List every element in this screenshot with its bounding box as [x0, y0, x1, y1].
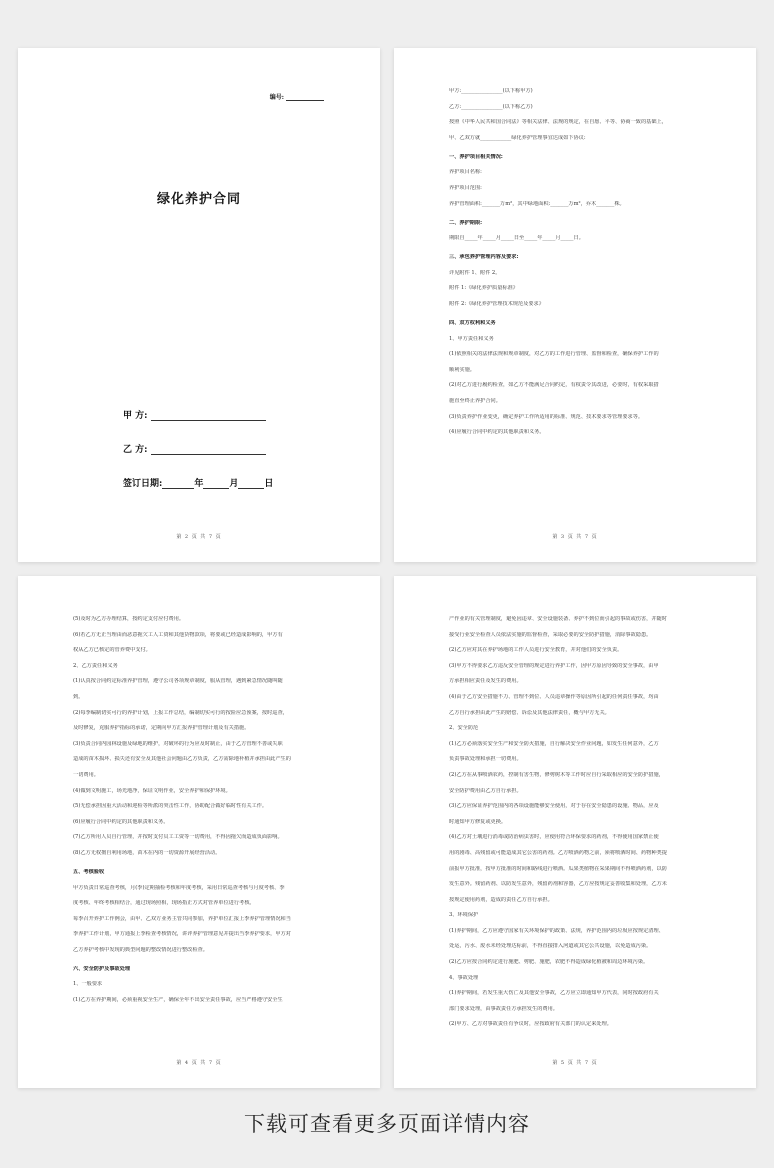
- paragraph-line: (3)乙方应保证养护范围内的各项设施能够安全使用，对于存在安全隐患的设施、物品，应及: [449, 803, 659, 810]
- paragraph-line: 处运，污水、废水未经处理达标前，不得直接排入河道或其它公共设施，以免造成污染。: [449, 943, 652, 950]
- paragraph-line: 乙方养护考核中发现的典型问题的整改情况进行整改检查。: [73, 946, 208, 953]
- paragraph-line: 甲方负责日常巡查考核，月(季)定期抽检考核和年度考核，采用日常巡查考核与月度考核、季: [73, 884, 285, 891]
- paragraph-line: (1)乙方在养护期间，必须重视安全生产，确保全年不出安全责任事故，应当严格遵守安全生: [73, 997, 283, 1004]
- contract-number-label: 编号:: [269, 94, 284, 101]
- paragraph-line: (2)对乙方进行履约检查，如乙方不能满足合同约定，有权责令其改进，必要时，有权采取措: [449, 382, 659, 389]
- party-a-blank: [151, 411, 266, 421]
- paragraph-line: 部门要求处理，由事故责任方承担发生的费用。: [449, 1005, 558, 1012]
- paragraph-line: 4、事故处理: [449, 974, 479, 981]
- paragraph-line: 1、甲方责任和义务: [449, 335, 494, 342]
- document-page-cover: [18, 48, 380, 562]
- day-label: 日: [264, 479, 274, 489]
- paragraph-line: (3)负责养护作业变更，确定养护工作所适用的标准、规范、技术要求等管理要求等。: [449, 413, 644, 420]
- paragraph-line: (4)由于乙方安全措施不力、管理不到位、人员违章操作等原因所引起的任何责任事故，均由: [449, 693, 659, 700]
- party-a-signature: [123, 408, 266, 421]
- document-page-4: [18, 576, 380, 1088]
- sign-date: [123, 476, 273, 489]
- sign-date-label: 签订日期:: [123, 479, 163, 489]
- paragraph-line: (4)做到文明施工，场光地净，保证文明作业，安全养护和保护环境。: [73, 787, 231, 794]
- page-title: 绿化养护合同: [156, 192, 241, 207]
- paragraph-line: (5)无偿承担因重大活动和迎检等所派的突击性工作，协助配合做好临时性有关工作。: [73, 803, 268, 810]
- party-b-label: 乙 方:: [123, 445, 148, 455]
- page-body: [73, 616, 325, 1013]
- paragraph-line: 附件 1:《绿化养护质量标准》: [449, 285, 518, 292]
- paragraph-line: 按照《中华人民共和国合同法》等相关法律、法规的规定，在自愿、平等、协商一致的基础上，: [449, 119, 667, 126]
- paragraph-line: 养护项目名称:: [449, 169, 482, 176]
- paragraph-line: 一切费用。: [73, 771, 99, 778]
- paragraph-line: 3、环境保护: [449, 912, 479, 919]
- party-a-label: 甲 方:: [123, 411, 148, 421]
- paragraph-line: (1)依照相关的法律法规和规章制度，对乙方的工作进行管理、监督和检查，确保养护工作的: [449, 351, 659, 358]
- paragraph-line: (1)养护期间，若发生重大伤亡及其他安全事故，乙方应立即通知甲方代表，同时按政府有关: [449, 990, 659, 997]
- year-label: 年: [194, 479, 204, 489]
- party-b-blank: [151, 445, 266, 455]
- section-heading: 四、双方权利和义务: [449, 319, 496, 326]
- page-footer: 第 5 页 共 7 页: [552, 1060, 598, 1066]
- paragraph-line: (2)乙方应对其在养护场地的工作人员进行安全教育，并对他们的安全负责。: [449, 647, 623, 654]
- section-heading: 二、养护期限:: [449, 219, 483, 226]
- paragraph-line: 乙方:________________(以下称乙方): [449, 103, 533, 110]
- paragraph-line: 期限自_____年_____月_____日至_____年_____月_____日。: [449, 235, 584, 242]
- paragraph-line: 附件 2:《绿化养护管理技术规范及要求》: [449, 300, 544, 307]
- download-caption: 下载可查看更多页面详情内容: [244, 1112, 530, 1136]
- party-b-signature: [123, 442, 266, 455]
- paragraph-line: 方承担相应责任及发生的费用。: [449, 678, 522, 685]
- paragraph-line: 造成的苗木损坏、损失还有安全及其他社会问题由乙方负责，乙方需除地补植并承担由此产生的: [73, 756, 291, 763]
- paragraph-line: (6)若乙方无正当理由而恶意拖欠工人工资和其他货物款项，将要或已经造成影响的，甲方有: [73, 631, 283, 638]
- paragraph-line: 乙方自行承担由此产生的赔偿、诉讼及其他法律责任，概与甲方无关。: [449, 709, 610, 716]
- paragraph-line: (2)甲方、乙方对事故责任有争议时，应按政府有关部门的认定来处理。: [449, 1021, 612, 1028]
- paragraph-line: 前报甲方批准，按甲方批准的时间和路线进行喷洒。瓜果类植物在采果期间不得喷洒药剂，以防: [449, 865, 667, 872]
- paragraph-line: 时通知甲方修复或更换。: [449, 818, 507, 825]
- paragraph-line: 2、安全防范: [449, 725, 479, 732]
- paragraph-line: 产作业的有关管理制度，避免因违章、安全设施装备、养护不到位而引起的事故或伤害，并随时: [449, 616, 667, 622]
- paragraph-line: (2)乙方在从事喷洒农药，控制有害生物，修剪树木等工作时应自行采取相应的安全防护措施，: [449, 771, 664, 778]
- page-footer: 第 3 页 共 7 页: [552, 534, 598, 540]
- paragraph-line: 2、乙方责任和义务: [73, 662, 118, 669]
- paragraph-line: 季养护工作计划，甲方通报上季检查考核情况，讲评养护管理意见并提出当季养护要求，甲方对: [73, 931, 291, 938]
- document-page-3: [394, 48, 756, 562]
- paragraph-line: (2)每季编制切实可行的养护计划，上报工作总结，编制切实可行的按险应急预案，按时巡查，: [73, 709, 288, 716]
- paragraph-line: (1)乙方必须落实安全生产和安全防火措施，自行解决安全作业问题，如发生任何意外，乙方: [449, 740, 659, 747]
- paragraph-line: 详见附件 1、附件 2。: [449, 269, 501, 276]
- section-heading: 三、承包养护管理内容及要求:: [449, 254, 519, 261]
- paragraph-line: 负责事故处理和承担一切费用。: [449, 756, 522, 763]
- paragraph-line: 发生意外。残留药剂、以防发生意外，残留药剂和容器，乙方应按规定妥善收集和处理，乙方未: [449, 881, 667, 888]
- paragraph-line: 及时修复，克服养护指标的承诺，定期向甲方汇报养护管理计划及有关措施。: [73, 725, 250, 732]
- paragraph-line: 养护管理面积:_______万m²，其中绿地面积:_______万m²，乔木_______株。: [449, 200, 625, 207]
- paragraph-line: 用的剧毒、高残留或可能造成其它公害的药剂。乙方喷洒药物之前，须将喷洒时间、药物种类提: [449, 849, 667, 856]
- contract-number: [270, 92, 324, 101]
- paragraph-line: (4)应履行合同中约定的其他职责和义务。: [449, 429, 545, 436]
- paragraph-line: 1、一般要求: [73, 981, 103, 988]
- page-body: [449, 88, 701, 445]
- paragraph-line: (7)乙方所用人员自行管理，并按时支付员工工资等一切费用，不得因拖欠而造成负面影响。: [73, 834, 283, 841]
- paragraph-line: (3)负责合同内园林设施及绿地的维护，对破坏的行为应及时制止，由于乙方管理不善或失职: [73, 740, 283, 747]
- paragraph-line: 顺利实施。: [449, 366, 475, 373]
- section-heading: 五、考核验收: [73, 868, 105, 875]
- paragraph-line: 到。: [73, 693, 84, 700]
- paragraph-line: 按规定使用药剂，造成的责任乙方自行承担。: [449, 896, 553, 903]
- paragraph-line: (8)乙方无权擅自利用场地，苗木在内的一切资源开展经营活动。: [73, 849, 221, 856]
- paragraph-line: 施直至终止养护合同。: [449, 397, 501, 404]
- section-heading: 六、安全防护及事故处理: [73, 965, 131, 972]
- contract-number-blank: [286, 94, 324, 101]
- day-blank: [238, 479, 264, 489]
- paragraph-line: 安全防护费用由乙方自行承担。: [449, 787, 522, 794]
- page-body: [449, 616, 701, 1037]
- paragraph-line: (6)应履行合同中约定的其他职责和义务。: [73, 818, 169, 825]
- section-heading: 一、养护项目相关情况:: [449, 153, 503, 160]
- paragraph-line: 甲方:________________(以下称甲方): [449, 88, 533, 94]
- paragraph-line: 甲、乙双方就____________绿化养护管理事宜达成如下协议:: [449, 134, 586, 141]
- paragraph-line: 权从乙方已核定的管养费中支付。: [73, 647, 151, 654]
- year-blank: [162, 479, 194, 489]
- paragraph-line: (2)乙方应按合同约定进行施肥、剪肥、施肥，农肥不得造成绿化植被和周边环境污染。: [449, 959, 649, 966]
- paragraph-line: (5)及时为乙方办理结算，按约定支付应付费用。: [73, 616, 185, 622]
- paragraph-line: 养护项目范围:: [449, 184, 482, 191]
- month-label: 月: [229, 479, 239, 489]
- document-page-5: [394, 576, 756, 1088]
- paragraph-line: (1)养护期间，乙方应遵守国家有关环境保护的政策、法规，养护范围内的垃圾应按规定清理、: [449, 927, 664, 934]
- page-footer: 第 2 页 共 7 页: [176, 534, 222, 540]
- paragraph-line: (4)乙方对土壤进行消毒或防治病虫害时，应使用符合环保要求的药剂，不得使用国家禁止使: [449, 834, 659, 841]
- paragraph-line: (3)甲方不得要求乙方违反安全管理的规定进行养护工作，因甲方原因导致的安全事故，由甲: [449, 662, 659, 669]
- month-blank: [203, 479, 229, 489]
- page-footer: 第 4 页 共 7 页: [176, 1060, 222, 1066]
- paragraph-line: 接受行业安全检查人员依法实施的监督检查，采取必要的安全防护措施，消除事故隐患。: [449, 631, 652, 638]
- paragraph-line: 每季召开养护工作例会，由甲、乙双方业务主管共同参加，养护单位汇报上季养护管理情况和当: [73, 915, 291, 922]
- paragraph-line: 度考核、年终考核相结合，通过现场照相，现场指正方式对管养单位进行考核。: [73, 900, 255, 907]
- paragraph-line: (1)认真按合同约定标准养护管理，遵守公司各项规章制度，服从管理，遇到紧急情况随叫随: [73, 678, 283, 685]
